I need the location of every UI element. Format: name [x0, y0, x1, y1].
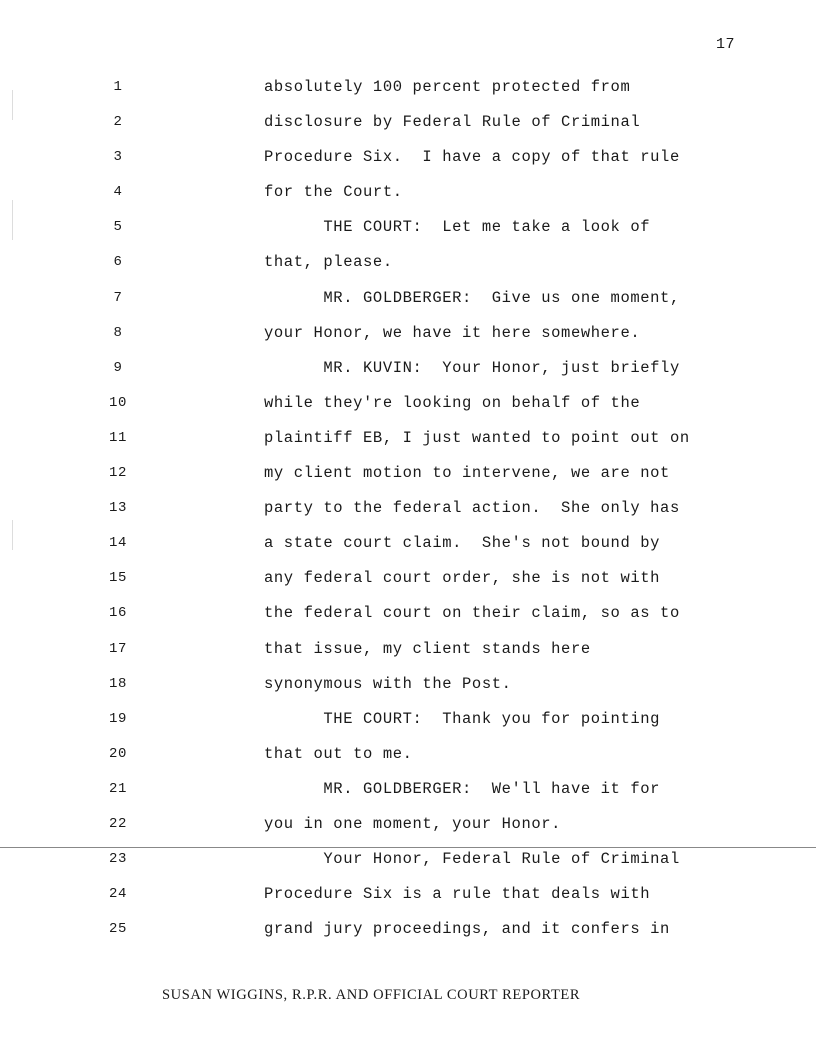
line-number: 18: [108, 675, 127, 692]
line-number: 1: [113, 79, 123, 95]
line-number: 23: [108, 851, 127, 868]
transcript-line: [0, 772, 816, 807]
transcript-line: [0, 245, 816, 280]
line-number: 9: [113, 359, 123, 376]
line-text: any federal court order, she is not with: [264, 569, 661, 588]
reporter-footer: SUSAN WIGGINS, R.P.R. AND OFFICIAL COURT REPORTER: [162, 987, 581, 1003]
transcript-line: [0, 316, 816, 351]
line-number: 2: [113, 114, 123, 131]
transcript-line: [0, 386, 816, 421]
transcript-line: [0, 105, 816, 140]
line-text: a state court claim. She's not bound by: [264, 534, 661, 553]
transcript-line: [0, 175, 816, 210]
line-text: MR. GOLDBERGER: We'll have it for: [264, 779, 661, 798]
line-text: synonymous with the Post.: [264, 674, 512, 693]
line-text: that out to me.: [264, 744, 413, 763]
transcript-body: [0, 70, 816, 947]
transcript-line: [0, 140, 816, 175]
line-number: 22: [108, 815, 127, 832]
transcript-line: [0, 807, 816, 842]
line-text: that, please.: [264, 253, 393, 272]
transcript-line: [0, 596, 816, 631]
line-number: 20: [108, 745, 127, 762]
line-number: 11: [108, 429, 127, 446]
line-text: plaintiff EB, I just wanted to point out on: [264, 428, 690, 447]
line-number: 13: [108, 500, 127, 517]
line-number: 15: [108, 570, 127, 587]
line-text: THE COURT: Thank you for pointing: [264, 709, 661, 728]
transcript-line: [0, 281, 816, 316]
line-number: 6: [113, 254, 123, 271]
line-number: 10: [108, 394, 127, 411]
transcript-line: [0, 912, 816, 947]
transcript-line: [0, 702, 816, 737]
line-number: 24: [108, 886, 127, 903]
line-text: Procedure Six. I have a copy of that rule: [264, 148, 680, 167]
line-number: 12: [108, 465, 127, 482]
line-text: MR. KUVIN: Your Honor, just briefly: [264, 358, 680, 377]
line-text: Procedure Six is a rule that deals with: [264, 885, 651, 904]
transcript-line: [0, 737, 816, 772]
line-number: 25: [108, 921, 127, 938]
transcript-line: [0, 526, 816, 561]
transcript-line: [0, 491, 816, 526]
line-number: 14: [108, 535, 127, 552]
line-number: 16: [108, 605, 127, 622]
line-text: absolutely 100 percent protected from: [264, 78, 631, 96]
line-text: MR. GOLDBERGER: Give us one moment,: [264, 288, 680, 307]
transcript-line: [0, 351, 816, 386]
line-text: for the Court.: [264, 183, 403, 202]
line-text: disclosure by Federal Rule of Criminal: [264, 113, 641, 132]
line-text: Your Honor, Federal Rule of Criminal: [264, 850, 680, 869]
line-number: 19: [108, 710, 127, 727]
line-text: the federal court on their claim, so as to: [264, 604, 680, 623]
line-text: that issue, my client stands here: [264, 639, 591, 658]
transcript-line: [0, 632, 816, 667]
line-number: 4: [113, 184, 123, 201]
line-text: your Honor, we have it here somewhere.: [264, 323, 641, 342]
line-text: my client motion to intervene, we are not: [264, 464, 670, 483]
line-text: while they're looking on behalf of the: [264, 393, 641, 412]
line-number: 17: [108, 640, 127, 657]
transcript-line: [0, 877, 816, 912]
line-text: THE COURT: Let me take a look of: [264, 218, 651, 237]
line-number: 7: [113, 289, 123, 306]
line-text: you in one moment, your Honor.: [264, 814, 562, 833]
transcript-line: [0, 561, 816, 596]
transcript-line: [0, 667, 816, 702]
line-number: 5: [113, 219, 123, 236]
transcript-line: [0, 456, 816, 491]
transcript-line: [0, 210, 816, 245]
line-text: grand jury proceedings, and it confers in: [264, 920, 670, 939]
transcript-line: [0, 421, 816, 456]
line-text: party to the federal action. She only has: [264, 499, 680, 518]
line-number: 21: [108, 780, 127, 797]
line-number: 8: [113, 324, 123, 341]
line-number: 3: [113, 149, 123, 166]
page-divider: [0, 847, 816, 848]
transcript-line: [0, 70, 816, 105]
page-number: 17: [716, 36, 736, 53]
